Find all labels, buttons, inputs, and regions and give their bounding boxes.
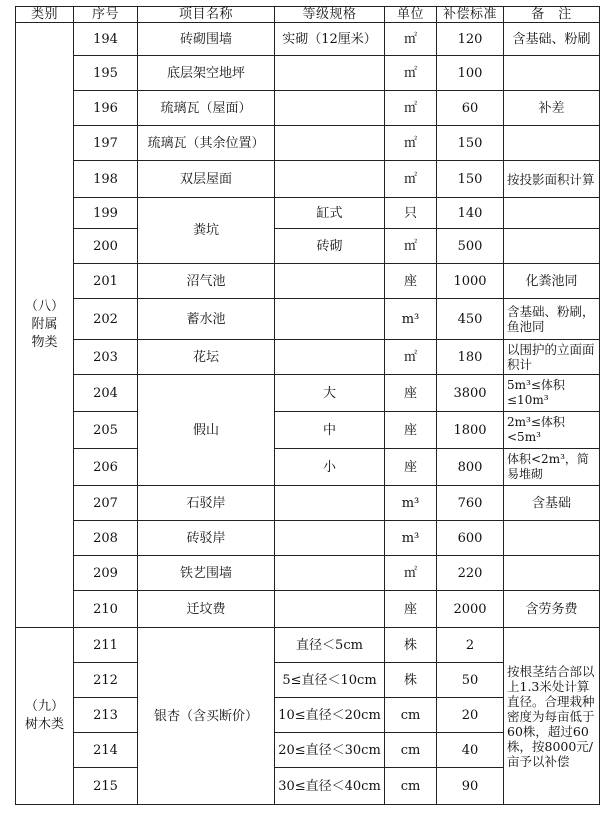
item-unit: 株 <box>385 663 437 698</box>
item-standard: 140 <box>437 198 504 229</box>
item-note <box>504 556 600 591</box>
item-note: 含基础、粉刷 <box>504 23 600 56</box>
row-number: 208 <box>74 521 138 556</box>
item-note: 按根茎结合部以上1.3米处计算直径。合理栽种密度为每亩低于60株，超过60株，按8000元/亩予以补偿 <box>504 628 600 805</box>
row-number: 202 <box>74 299 138 340</box>
item-spec <box>275 486 385 521</box>
table-row <box>16 375 600 412</box>
item-note <box>504 521 600 556</box>
header-standard: 补偿标准 <box>437 7 504 23</box>
table-row <box>16 23 600 56</box>
category-cell-fushu <box>16 23 74 628</box>
item-spec: 直径＜5cm <box>275 628 385 663</box>
item-name: 沼气池 <box>138 264 275 299</box>
item-spec: 缸式 <box>275 198 385 229</box>
row-number: 201 <box>74 264 138 299</box>
row-number: 197 <box>74 126 138 161</box>
item-unit: 座 <box>385 375 437 412</box>
item-spec <box>275 556 385 591</box>
item-standard: 180 <box>437 340 504 375</box>
item-spec: 20≤直径＜30cm <box>275 733 385 768</box>
item-unit: 座 <box>385 264 437 299</box>
table-row <box>16 229 600 264</box>
item-standard: 100 <box>437 56 504 91</box>
item-note: 补差 <box>504 91 600 126</box>
row-number: 212 <box>74 663 138 698</box>
item-unit: ㎡ <box>385 23 437 56</box>
header-spec: 等级规格 <box>275 7 385 23</box>
table-row <box>16 264 600 299</box>
category-cell-shumu <box>16 628 74 805</box>
item-standard: 500 <box>437 229 504 264</box>
table-row <box>16 126 600 161</box>
row-number: 209 <box>74 556 138 591</box>
item-spec <box>275 299 385 340</box>
table-row <box>16 340 600 375</box>
item-name: 蓄水池 <box>138 299 275 340</box>
item-name: 石驳岸 <box>138 486 275 521</box>
item-note: 化粪池同 <box>504 264 600 299</box>
category-label: （八） <box>24 299 64 314</box>
row-number: 211 <box>74 628 138 663</box>
item-name: 砖驳岸 <box>138 521 275 556</box>
row-number: 198 <box>74 161 138 198</box>
table-row <box>16 412 600 449</box>
table-row <box>16 556 600 591</box>
header-row <box>16 7 600 23</box>
row-number: 196 <box>74 91 138 126</box>
row-number: 213 <box>74 698 138 733</box>
item-note: 2m³≤体积<5m³ <box>504 412 600 449</box>
item-name: 双层屋面 <box>138 161 275 198</box>
item-unit: cm <box>385 698 437 733</box>
item-spec <box>275 521 385 556</box>
item-spec: 5≤直径＜10cm <box>275 663 385 698</box>
item-spec <box>275 126 385 161</box>
item-unit: ㎡ <box>385 340 437 375</box>
compensation-table <box>15 6 600 805</box>
item-unit: ㎡ <box>385 126 437 161</box>
item-unit: 只 <box>385 198 437 229</box>
item-standard: 60 <box>437 91 504 126</box>
item-standard: 2 <box>437 628 504 663</box>
row-number: 199 <box>74 198 138 229</box>
item-name: 琉璃瓦（其余位置） <box>138 126 275 161</box>
header-unit: 单位 <box>385 7 437 23</box>
item-spec <box>275 340 385 375</box>
item-unit: m³ <box>385 521 437 556</box>
header-category: 类别 <box>16 7 74 23</box>
item-note: 以围护的立面面积计 <box>504 340 600 375</box>
item-standard: 1000 <box>437 264 504 299</box>
category-label: 附属 <box>31 317 58 332</box>
item-standard: 600 <box>437 521 504 556</box>
item-spec: 10≤直径＜20cm <box>275 698 385 733</box>
item-unit: ㎡ <box>385 229 437 264</box>
row-number: 200 <box>74 229 138 264</box>
item-name: 砖砌围墙 <box>138 23 275 56</box>
item-spec <box>275 56 385 91</box>
item-spec: 小 <box>275 449 385 486</box>
category-label: 物类 <box>31 335 58 350</box>
table-row <box>16 449 600 486</box>
item-standard: 800 <box>437 449 504 486</box>
item-spec: 中 <box>275 412 385 449</box>
row-number: 207 <box>74 486 138 521</box>
table-row <box>16 486 600 521</box>
item-note: 含劳务费 <box>504 591 600 628</box>
row-number: 206 <box>74 449 138 486</box>
row-number: 194 <box>74 23 138 56</box>
item-spec: 实砌（12厘米） <box>275 23 385 56</box>
table-row <box>16 91 600 126</box>
table-row <box>16 521 600 556</box>
item-note <box>504 126 600 161</box>
item-spec <box>275 591 385 628</box>
item-spec <box>275 91 385 126</box>
table-row <box>16 591 600 628</box>
item-standard: 20 <box>437 698 504 733</box>
category-label: 树木类 <box>24 717 64 732</box>
item-spec <box>275 161 385 198</box>
item-standard: 120 <box>437 23 504 56</box>
item-note: 按投影面积计算 <box>504 161 600 198</box>
row-number: 214 <box>74 733 138 768</box>
item-spec: 30≤直径＜40cm <box>275 768 385 805</box>
item-standard: 220 <box>437 556 504 591</box>
item-name: 铁艺围墙 <box>138 556 275 591</box>
item-unit: 座 <box>385 449 437 486</box>
item-name: 底层架空地坪 <box>138 56 275 91</box>
item-standard: 760 <box>437 486 504 521</box>
item-unit: ㎡ <box>385 161 437 198</box>
row-number: 205 <box>74 412 138 449</box>
item-standard: 150 <box>437 161 504 198</box>
row-number: 210 <box>74 591 138 628</box>
table-row <box>16 299 600 340</box>
row-number: 195 <box>74 56 138 91</box>
item-note: 5m³≤体积≤10m³ <box>504 375 600 412</box>
header-item-name: 项目名称 <box>138 7 275 23</box>
item-unit: ㎡ <box>385 556 437 591</box>
table-row <box>16 198 600 229</box>
item-standard: 90 <box>437 768 504 805</box>
item-standard: 3800 <box>437 375 504 412</box>
header-number: 序号 <box>74 7 138 23</box>
item-spec: 大 <box>275 375 385 412</box>
item-note <box>504 56 600 91</box>
item-name: 粪坑 <box>138 198 275 264</box>
item-name: 迁坟费 <box>138 591 275 628</box>
item-unit: 座 <box>385 591 437 628</box>
item-note: 体积<2m³，简易堆砌 <box>504 449 600 486</box>
item-unit: m³ <box>385 486 437 521</box>
item-unit: ㎡ <box>385 91 437 126</box>
item-unit: m³ <box>385 299 437 340</box>
item-spec <box>275 264 385 299</box>
item-name: 假山 <box>138 375 275 486</box>
item-note <box>504 198 600 229</box>
item-note <box>504 229 600 264</box>
item-name: 银杏（含买断价） <box>138 628 275 805</box>
item-name: 花坛 <box>138 340 275 375</box>
row-number: 203 <box>74 340 138 375</box>
table-row <box>16 628 600 663</box>
item-standard: 50 <box>437 663 504 698</box>
item-standard: 1800 <box>437 412 504 449</box>
item-note: 含基础、粉刷，鱼池同 <box>504 299 600 340</box>
header-remarks: 备 注 <box>504 7 600 23</box>
row-number: 204 <box>74 375 138 412</box>
category-label: （九） <box>24 699 64 714</box>
table-row <box>16 56 600 91</box>
item-unit: ㎡ <box>385 56 437 91</box>
item-unit: cm <box>385 768 437 805</box>
item-unit: 株 <box>385 628 437 663</box>
item-unit: 座 <box>385 412 437 449</box>
item-name: 琉璃瓦（屋面） <box>138 91 275 126</box>
item-spec: 砖砌 <box>275 229 385 264</box>
row-number: 215 <box>74 768 138 805</box>
table-row <box>16 161 600 198</box>
item-standard: 2000 <box>437 591 504 628</box>
item-standard: 150 <box>437 126 504 161</box>
item-unit: cm <box>385 733 437 768</box>
item-note: 含基础 <box>504 486 600 521</box>
item-standard: 40 <box>437 733 504 768</box>
item-standard: 450 <box>437 299 504 340</box>
